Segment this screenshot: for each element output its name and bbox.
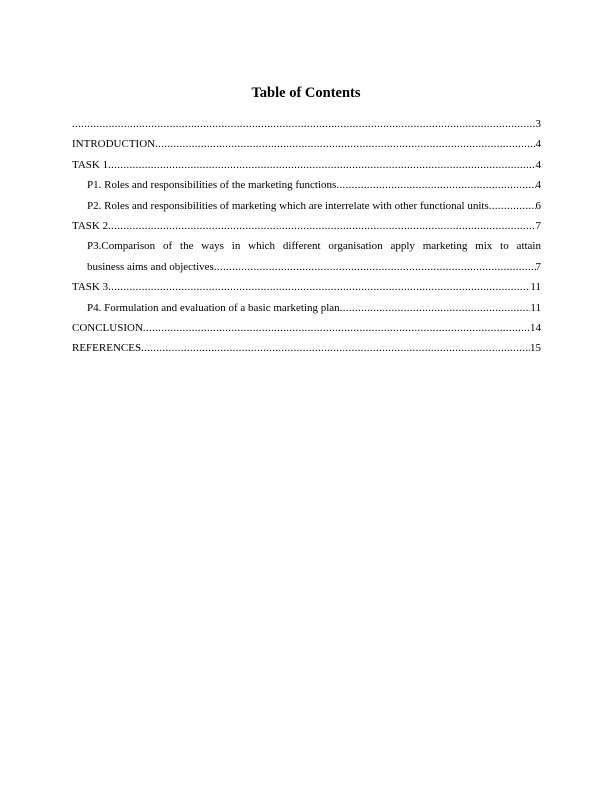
toc-entry-p3[interactable] <box>72 236 541 277</box>
toc-entry-page: 6 <box>535 199 541 212</box>
toc-entry-untitled[interactable] <box>72 114 541 134</box>
toc-list <box>72 114 541 359</box>
toc-entry-line2 <box>87 257 541 277</box>
toc-entry-label-line2: business aims and objectives <box>87 260 214 273</box>
toc-leader-dots <box>72 114 536 134</box>
toc-entry-label: P2. Roles and responsibilities of marketing which are interrelate with other functional units <box>87 199 489 212</box>
toc-entry-label: TASK 1 <box>72 158 109 171</box>
toc-entry-page: 3 <box>535 118 541 130</box>
toc-title: Table of Contents <box>251 85 361 101</box>
toc-entry-task-2[interactable] <box>72 216 541 236</box>
toc-leader-dots <box>340 298 531 318</box>
toc-entry-page: 7 <box>535 219 541 232</box>
toc-leader-dots <box>155 134 535 154</box>
toc-entry-page: 15 <box>530 342 541 355</box>
toc-entry-label: CONCLUSION <box>72 321 143 334</box>
toc-entry-label: INTRODUCTION <box>72 138 156 151</box>
toc-entry-page: 14 <box>530 321 541 334</box>
toc-entry-p1[interactable] <box>72 175 541 195</box>
toc-leader-dots <box>214 257 536 277</box>
toc-entry-p4[interactable] <box>72 298 541 318</box>
toc-entry-page: 7 <box>535 260 541 273</box>
toc-leader-dots <box>336 175 535 195</box>
toc-entry-label: TASK 2 <box>72 219 109 232</box>
toc-entry-label-line1: P3.Comparison of the ways in which different organisation apply marketing mix to attain <box>87 240 541 253</box>
toc-entry-label: REFERENCES <box>72 342 142 355</box>
toc-entry-task-3[interactable] <box>72 277 541 297</box>
toc-leader-dots <box>141 338 530 358</box>
toc-leader-dots <box>143 318 530 338</box>
toc-entry-page: 4 <box>535 179 541 192</box>
toc-leader-dots <box>108 155 535 175</box>
toc-entry-label: P4. Formulation and evaluation of a basic marketing plan <box>87 301 340 314</box>
toc-entry-label: P1. Roles and responsibilities of the marketing functions <box>87 179 337 192</box>
toc-entry-page: 11 <box>530 281 541 294</box>
toc-entry-references[interactable] <box>72 338 541 358</box>
toc-entry-task-1[interactable] <box>72 155 541 175</box>
toc-entry-page: 11 <box>530 301 541 314</box>
toc-entry-page: 4 <box>535 138 541 151</box>
toc-entry-introduction[interactable] <box>72 134 541 154</box>
toc-leader-dots <box>108 277 530 297</box>
toc-leader-dots <box>489 196 536 216</box>
toc-entry-page: 4 <box>535 158 541 171</box>
toc-leader-dots <box>108 216 535 236</box>
toc-entry-p2[interactable] <box>72 196 541 216</box>
toc-entry-conclusion[interactable] <box>72 318 541 338</box>
toc-entry-label: TASK 3 <box>72 281 109 294</box>
